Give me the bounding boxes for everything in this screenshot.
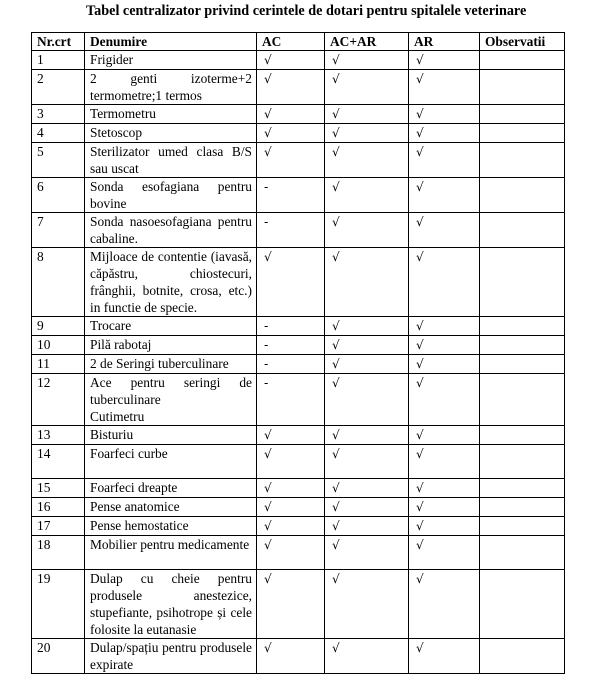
table-row bbox=[32, 70, 565, 105]
row-denumire bbox=[85, 445, 257, 479]
check-mark: √ bbox=[416, 126, 424, 140]
row-observatii bbox=[480, 536, 565, 570]
row-ac bbox=[257, 51, 325, 70]
row-acar bbox=[325, 124, 409, 143]
row-observatii bbox=[480, 517, 565, 536]
check-mark: √ bbox=[332, 126, 340, 140]
row-ar bbox=[409, 51, 480, 70]
row-number: 4 bbox=[32, 124, 85, 143]
check-mark: √ bbox=[264, 500, 272, 514]
row-observatii bbox=[480, 479, 565, 498]
row-denumire bbox=[85, 374, 257, 426]
row-observatii bbox=[480, 374, 565, 426]
check-mark: √ bbox=[332, 53, 340, 67]
check-mark: √ bbox=[416, 641, 424, 655]
check-mark: √ bbox=[416, 538, 424, 552]
row-ar bbox=[409, 426, 480, 445]
row-denumire bbox=[85, 51, 257, 70]
table-row bbox=[32, 248, 565, 317]
row-number: 10 bbox=[32, 336, 85, 355]
row-ar bbox=[409, 479, 480, 498]
row-acar bbox=[325, 426, 409, 445]
row-observatii bbox=[480, 317, 565, 336]
row-ar bbox=[409, 178, 480, 213]
row-denumire-text: Trocare bbox=[90, 318, 132, 333]
row-ar bbox=[409, 498, 480, 517]
table-row bbox=[32, 639, 565, 674]
row-number: 11 bbox=[32, 355, 85, 374]
check-mark: √ bbox=[416, 376, 424, 390]
row-ar bbox=[409, 317, 480, 336]
row-denumire-text: Pense hemostatice bbox=[90, 518, 189, 533]
row-denumire-text: Dulap/spațiu pentru produsele expirate bbox=[90, 640, 252, 672]
row-ac bbox=[257, 445, 325, 479]
row-ar bbox=[409, 124, 480, 143]
row-ac bbox=[257, 336, 325, 355]
row-denumire-text: Foarfeci curbe bbox=[90, 446, 168, 461]
row-number: 2 bbox=[32, 70, 85, 105]
row-number: 15 bbox=[32, 479, 85, 498]
row-number: 17 bbox=[32, 517, 85, 536]
row-number: 12 bbox=[32, 374, 85, 426]
check-mark: √ bbox=[264, 481, 272, 495]
row-acar bbox=[325, 570, 409, 639]
row-observatii bbox=[480, 178, 565, 213]
row-denumire bbox=[85, 570, 257, 639]
row-denumire-text: Stetoscop bbox=[90, 125, 143, 140]
row-acar bbox=[325, 445, 409, 479]
requirements-table bbox=[31, 32, 565, 674]
row-acar bbox=[325, 317, 409, 336]
check-mark: √ bbox=[332, 319, 340, 333]
row-observatii bbox=[480, 355, 565, 374]
check-mark: √ bbox=[332, 180, 340, 194]
row-ar bbox=[409, 374, 480, 426]
check-mark: √ bbox=[416, 428, 424, 442]
row-acar bbox=[325, 374, 409, 426]
check-mark: √ bbox=[416, 53, 424, 67]
row-ac bbox=[257, 317, 325, 336]
check-mark: √ bbox=[264, 72, 272, 86]
check-mark: √ bbox=[332, 376, 340, 390]
row-number: 5 bbox=[32, 143, 85, 178]
row-denumire-text: Bisturiu bbox=[90, 427, 134, 442]
header-denumire: Denumire bbox=[85, 33, 257, 51]
check-mark: √ bbox=[332, 572, 340, 586]
row-number: 19 bbox=[32, 570, 85, 639]
row-denumire bbox=[85, 248, 257, 317]
row-ar bbox=[409, 70, 480, 105]
row-denumire-text: Pense anatomice bbox=[90, 499, 180, 514]
row-ar bbox=[409, 536, 480, 570]
row-denumire-text: Termometru bbox=[90, 106, 156, 121]
row-ar bbox=[409, 105, 480, 124]
table-row bbox=[32, 570, 565, 639]
row-observatii bbox=[480, 143, 565, 178]
table-row bbox=[32, 124, 565, 143]
row-denumire-text-extra: Cutimetru bbox=[90, 409, 145, 424]
check-mark: √ bbox=[332, 500, 340, 514]
row-ac bbox=[257, 213, 325, 248]
check-mark: √ bbox=[332, 357, 340, 371]
row-observatii bbox=[480, 445, 565, 479]
check-mark: √ bbox=[332, 481, 340, 495]
row-acar bbox=[325, 105, 409, 124]
table-row bbox=[32, 143, 565, 178]
row-denumire bbox=[85, 355, 257, 374]
check-mark: √ bbox=[416, 500, 424, 514]
row-number: 3 bbox=[32, 105, 85, 124]
row-denumire-text: Ace pentru seringi de tuberculinare bbox=[90, 375, 252, 407]
header-nr: Nr.crt bbox=[32, 33, 85, 51]
header-observatii: Observatii bbox=[480, 33, 565, 51]
row-acar bbox=[325, 178, 409, 213]
row-denumire bbox=[85, 426, 257, 445]
dash-mark: - bbox=[264, 319, 269, 333]
row-number: 9 bbox=[32, 317, 85, 336]
row-denumire bbox=[85, 178, 257, 213]
row-acar bbox=[325, 517, 409, 536]
row-denumire bbox=[85, 70, 257, 105]
row-ac bbox=[257, 536, 325, 570]
table-row bbox=[32, 213, 565, 248]
row-acar bbox=[325, 536, 409, 570]
check-mark: √ bbox=[332, 641, 340, 655]
row-denumire-text: Foarfeci dreapte bbox=[90, 480, 178, 495]
dash-mark: - bbox=[264, 376, 269, 390]
check-mark: √ bbox=[416, 319, 424, 333]
row-acar bbox=[325, 479, 409, 498]
row-denumire bbox=[85, 317, 257, 336]
row-number: 8 bbox=[32, 248, 85, 317]
check-mark: √ bbox=[264, 641, 272, 655]
check-mark: √ bbox=[332, 250, 340, 264]
row-observatii bbox=[480, 426, 565, 445]
row-denumire bbox=[85, 639, 257, 674]
row-observatii bbox=[480, 105, 565, 124]
table-row bbox=[32, 479, 565, 498]
row-denumire bbox=[85, 536, 257, 570]
row-ac bbox=[257, 124, 325, 143]
row-ar bbox=[409, 213, 480, 248]
row-denumire-text: Sterilizator umed clasa B/S sau uscat bbox=[90, 144, 252, 176]
row-denumire-text: Mijloace de contentie (iavasă, căpăstru, chiostecuri, frânghii, botnite, crosa, etc.) in functie de specie. bbox=[90, 249, 252, 315]
header-acar: AC+AR bbox=[325, 33, 409, 51]
row-acar bbox=[325, 213, 409, 248]
table-row bbox=[32, 517, 565, 536]
row-observatii bbox=[480, 70, 565, 105]
check-mark: √ bbox=[264, 447, 272, 461]
row-observatii bbox=[480, 248, 565, 317]
check-mark: √ bbox=[332, 338, 340, 352]
check-mark: √ bbox=[332, 145, 340, 159]
row-observatii bbox=[480, 51, 565, 70]
row-ar bbox=[409, 445, 480, 479]
row-denumire-text: Dulap cu cheie pentru produsele anestezice, stupefiante, psihotrope și cele folosite la eutanasie bbox=[90, 571, 252, 637]
row-ac bbox=[257, 498, 325, 517]
check-mark: √ bbox=[416, 357, 424, 371]
row-acar bbox=[325, 498, 409, 517]
row-denumire-text: Sonda nasoesofagiana pentru cabaline. bbox=[90, 214, 252, 246]
row-observatii bbox=[480, 639, 565, 674]
row-denumire bbox=[85, 105, 257, 124]
table-row bbox=[32, 355, 565, 374]
dash-mark: - bbox=[264, 357, 269, 371]
row-denumire-text: Pilă rabotaj bbox=[90, 337, 152, 352]
row-number: 7 bbox=[32, 213, 85, 248]
header-row bbox=[32, 33, 565, 51]
row-denumire bbox=[85, 336, 257, 355]
check-mark: √ bbox=[416, 519, 424, 533]
check-mark: √ bbox=[264, 538, 272, 552]
row-denumire-text: Mobilier pentru medicamente bbox=[90, 537, 250, 552]
row-number: 18 bbox=[32, 536, 85, 570]
check-mark: √ bbox=[264, 145, 272, 159]
check-mark: √ bbox=[264, 519, 272, 533]
row-number: 16 bbox=[32, 498, 85, 517]
row-ar bbox=[409, 143, 480, 178]
table-row bbox=[32, 498, 565, 517]
check-mark: √ bbox=[264, 250, 272, 264]
table-title: Tabel centralizator privind cerintele de dotari pentru spitalele veterinare bbox=[86, 3, 527, 19]
row-acar bbox=[325, 336, 409, 355]
row-ar bbox=[409, 336, 480, 355]
check-mark: √ bbox=[332, 107, 340, 121]
row-denumire-text: 2 genti izoterme+2 termometre;1 termos bbox=[90, 71, 252, 103]
row-number: 20 bbox=[32, 639, 85, 674]
table-row bbox=[32, 374, 565, 426]
row-ac bbox=[257, 517, 325, 536]
row-ar bbox=[409, 570, 480, 639]
row-denumire bbox=[85, 143, 257, 178]
check-mark: √ bbox=[416, 338, 424, 352]
row-ac bbox=[257, 355, 325, 374]
table-row bbox=[32, 51, 565, 70]
row-observatii bbox=[480, 124, 565, 143]
row-observatii bbox=[480, 498, 565, 517]
check-mark: √ bbox=[416, 572, 424, 586]
row-number: 1 bbox=[32, 51, 85, 70]
row-observatii bbox=[480, 213, 565, 248]
table-row bbox=[32, 178, 565, 213]
check-mark: √ bbox=[264, 53, 272, 67]
check-mark: √ bbox=[332, 447, 340, 461]
table-row bbox=[32, 445, 565, 479]
row-number: 14 bbox=[32, 445, 85, 479]
row-ac bbox=[257, 479, 325, 498]
row-observatii bbox=[480, 336, 565, 355]
check-mark: √ bbox=[332, 519, 340, 533]
row-number: 13 bbox=[32, 426, 85, 445]
check-mark: √ bbox=[416, 481, 424, 495]
row-denumire bbox=[85, 479, 257, 498]
row-acar bbox=[325, 143, 409, 178]
row-ar bbox=[409, 355, 480, 374]
row-acar bbox=[325, 639, 409, 674]
row-denumire-text: Sonda esofagiana pentru bovine bbox=[90, 179, 252, 211]
row-ac bbox=[257, 374, 325, 426]
row-ar bbox=[409, 248, 480, 317]
row-ac bbox=[257, 105, 325, 124]
table-row bbox=[32, 426, 565, 445]
check-mark: √ bbox=[332, 72, 340, 86]
check-mark: √ bbox=[416, 145, 424, 159]
row-denumire bbox=[85, 124, 257, 143]
check-mark: √ bbox=[416, 72, 424, 86]
row-ac bbox=[257, 248, 325, 317]
table-row bbox=[32, 317, 565, 336]
row-ac bbox=[257, 426, 325, 445]
check-mark: √ bbox=[264, 572, 272, 586]
row-number: 6 bbox=[32, 178, 85, 213]
check-mark: √ bbox=[264, 126, 272, 140]
table-row bbox=[32, 536, 565, 570]
row-ac bbox=[257, 570, 325, 639]
dash-mark: - bbox=[264, 180, 269, 194]
check-mark: √ bbox=[416, 447, 424, 461]
row-acar bbox=[325, 51, 409, 70]
row-ac bbox=[257, 178, 325, 213]
check-mark: √ bbox=[332, 215, 340, 229]
check-mark: √ bbox=[264, 428, 272, 442]
row-denumire bbox=[85, 498, 257, 517]
row-ac bbox=[257, 143, 325, 178]
check-mark: √ bbox=[264, 107, 272, 121]
check-mark: √ bbox=[332, 428, 340, 442]
row-observatii bbox=[480, 570, 565, 639]
dash-mark: - bbox=[264, 338, 269, 352]
header-ac: AC bbox=[257, 33, 325, 51]
row-acar bbox=[325, 70, 409, 105]
row-denumire-text: Frigider bbox=[90, 52, 134, 67]
row-denumire bbox=[85, 517, 257, 536]
check-mark: √ bbox=[416, 215, 424, 229]
row-denumire-text: 2 de Seringi tuberculinare bbox=[90, 356, 229, 371]
header-ar: AR bbox=[409, 33, 480, 51]
dash-mark: - bbox=[264, 215, 269, 229]
check-mark: √ bbox=[416, 107, 424, 121]
check-mark: √ bbox=[332, 538, 340, 552]
check-mark: √ bbox=[416, 180, 424, 194]
row-ac bbox=[257, 70, 325, 105]
row-ar bbox=[409, 639, 480, 674]
table-row bbox=[32, 336, 565, 355]
table-row bbox=[32, 105, 565, 124]
row-acar bbox=[325, 355, 409, 374]
check-mark: √ bbox=[416, 250, 424, 264]
row-acar bbox=[325, 248, 409, 317]
row-denumire bbox=[85, 213, 257, 248]
row-ac bbox=[257, 639, 325, 674]
row-ar bbox=[409, 517, 480, 536]
